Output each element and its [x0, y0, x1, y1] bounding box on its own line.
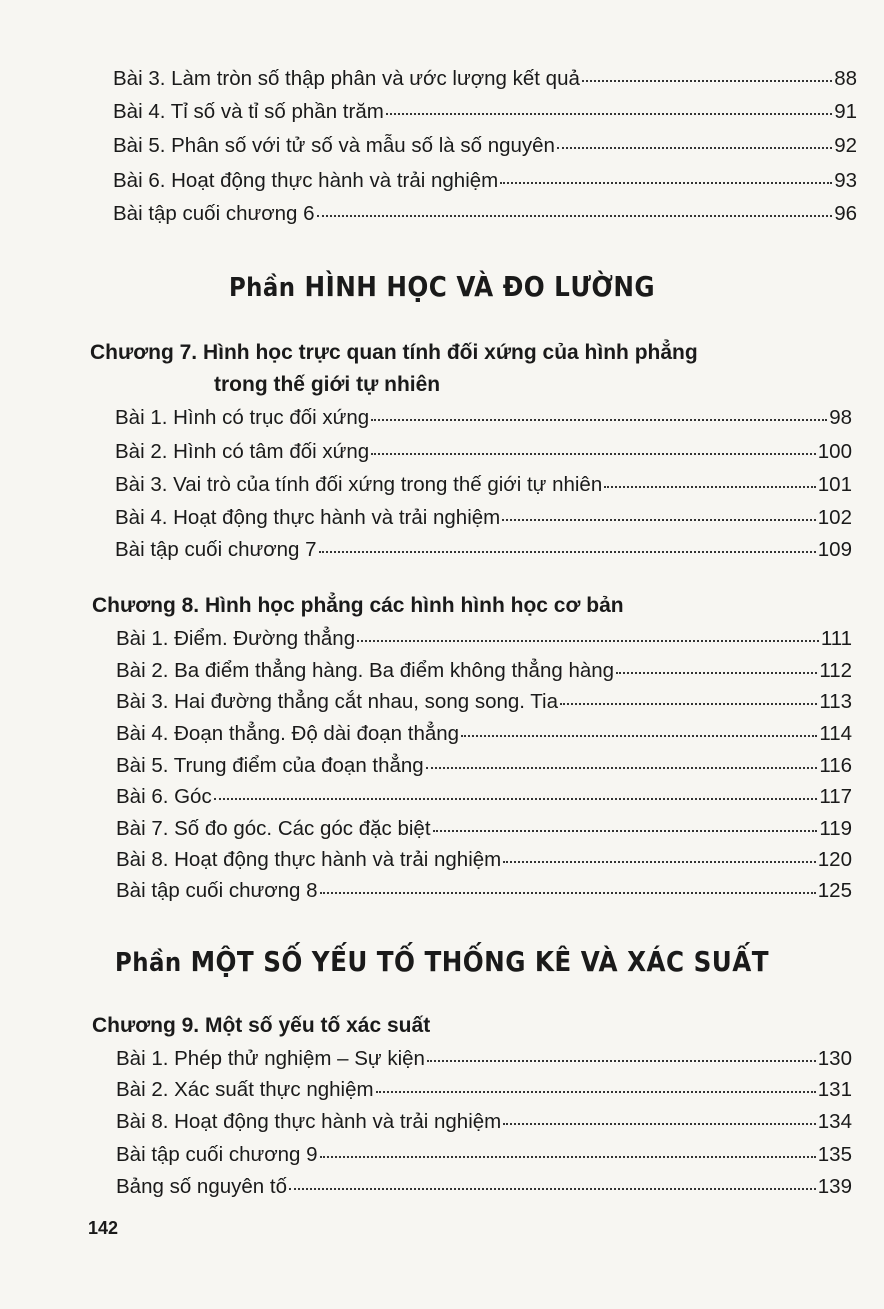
toc-entry[interactable] — [116, 814, 852, 844]
toc-entry-page: 112 — [819, 659, 852, 682]
toc-entry-label: Bài 6. Hoạt động thực hành và trải nghiệm — [113, 169, 499, 192]
toc-entry-label: Bài tập cuối chương 9 — [116, 1143, 318, 1166]
toc-entry[interactable] — [113, 131, 857, 161]
toc-entry-page: 139 — [817, 1175, 852, 1198]
leader-dots — [317, 215, 833, 217]
toc-entry[interactable] — [116, 1044, 852, 1074]
leader-dots — [500, 182, 832, 184]
toc-entry-label: Bài 3. Vai trò của tính đối xứng trong thế giới tự nhiên — [115, 473, 603, 496]
toc-entry-label: Bài 7. Số đo góc. Các góc đặc biệt — [116, 817, 431, 840]
toc-entry[interactable] — [115, 503, 852, 533]
toc-entry-label: Bài 3. Hai đường thẳng cắt nhau, song song. Tia — [116, 690, 559, 713]
leader-dots — [604, 486, 816, 488]
toc-entry[interactable] — [115, 470, 852, 500]
part-lead: Phần — [115, 948, 182, 978]
toc-entry[interactable] — [116, 876, 852, 906]
toc-entry[interactable] — [116, 1172, 852, 1202]
leader-dots — [582, 80, 832, 82]
toc-entry[interactable] — [116, 624, 852, 654]
toc-entry[interactable] — [116, 1075, 852, 1105]
chapter-title[interactable]: Chương 9. Một số yếu tố xác suất — [92, 1014, 431, 1037]
toc-entry-page: 100 — [817, 440, 852, 463]
toc-entry-label: Bài 4. Tỉ số và tỉ số phần trăm — [113, 100, 384, 123]
toc-entry[interactable] — [115, 403, 852, 433]
toc-entry-page: 111 — [820, 627, 852, 650]
part-title-geometry — [53, 270, 831, 303]
toc-entry-label: Bài 1. Hình có trục đối xứng — [115, 406, 370, 429]
toc-entry-label: Bài 6. Góc — [116, 785, 212, 808]
toc-entry[interactable] — [116, 751, 852, 781]
toc-entry[interactable] — [113, 97, 857, 127]
toc-entry-page: 88 — [834, 67, 857, 90]
leader-dots — [214, 798, 818, 800]
leader-dots — [319, 551, 816, 553]
toc-entry-page: 117 — [819, 785, 852, 808]
toc-entry-page: 101 — [817, 473, 852, 496]
toc-entry-page: 120 — [817, 848, 852, 871]
toc-entry-page: 93 — [834, 169, 857, 192]
toc-entry-page: 91 — [834, 100, 857, 123]
toc-entry-page: 135 — [817, 1143, 852, 1166]
leader-dots — [616, 672, 817, 674]
toc-entry[interactable] — [116, 719, 852, 749]
chapter-title[interactable]: Chương 7. Hình học trực quan tính đối xứng của hình phẳng — [90, 341, 698, 364]
chapter-title[interactable]: Chương 8. Hình học phẳng các hình hình học cơ bản — [92, 594, 624, 617]
leader-dots — [426, 767, 818, 769]
part-title-statistics — [53, 945, 831, 978]
toc-entry-label: Bài tập cuối chương 6 — [113, 202, 315, 225]
chapter-title-continued: trong thế giới tự nhiên — [214, 373, 441, 396]
toc-entry-label: Bài 5. Trung điểm của đoạn thẳng — [116, 754, 424, 777]
leader-dots — [289, 1188, 816, 1190]
toc-entry-label: Bài 4. Đoạn thẳng. Độ dài đoạn thẳng — [116, 722, 460, 745]
toc-entry-page: 92 — [834, 134, 857, 157]
toc-entry[interactable] — [116, 687, 852, 717]
leader-dots — [502, 519, 816, 521]
toc-entry-label: Bài 8. Hoạt động thực hành và trải nghiệm — [116, 1110, 502, 1133]
leader-dots — [560, 703, 817, 705]
leader-dots — [320, 1156, 816, 1158]
toc-entry-label: Bài 2. Ba điểm thẳng hàng. Ba điểm không thẳng hàng — [116, 659, 615, 682]
toc-entry[interactable] — [116, 845, 852, 875]
toc-entry-page: 113 — [819, 690, 852, 713]
toc-entry-page: 130 — [817, 1047, 852, 1070]
toc-entry-label: Bài tập cuối chương 7 — [115, 538, 317, 561]
part-title-text: HÌNH HỌC VÀ ĐO LƯỜNG — [304, 270, 656, 303]
part-title-text: MỘT SỐ YẾU TỐ THỐNG KÊ VÀ XÁC SUẤT — [190, 945, 769, 978]
leader-dots — [371, 419, 827, 421]
toc-entry-label: Bài 1. Phép thử nghiệm – Sự kiện — [116, 1047, 425, 1070]
leader-dots — [433, 830, 818, 832]
toc-entry-page: 134 — [817, 1110, 852, 1133]
toc-entry[interactable] — [116, 782, 852, 812]
leader-dots — [427, 1060, 816, 1062]
toc-entry-page: 114 — [819, 722, 852, 745]
toc-entry-page: 119 — [819, 817, 852, 840]
toc-entry-label: Bài 2. Hình có tâm đối xứng — [115, 440, 370, 463]
leader-dots — [503, 1123, 816, 1125]
page-number: 142 — [88, 1218, 119, 1238]
toc-entry[interactable] — [113, 64, 857, 94]
leader-dots — [557, 147, 832, 149]
toc-entry-page: 109 — [817, 538, 852, 561]
toc-entry[interactable] — [116, 1107, 852, 1137]
leader-dots — [376, 1091, 816, 1093]
toc-entry-label: Bài tập cuối chương 8 — [116, 879, 318, 902]
leader-dots — [371, 453, 816, 455]
toc-entry-page: 96 — [834, 202, 857, 225]
toc-entry-page: 125 — [817, 879, 852, 902]
toc-entry[interactable] — [113, 166, 857, 196]
toc-entry-label: Bài 2. Xác suất thực nghiệm — [116, 1078, 374, 1101]
toc-entry-label: Bài 8. Hoạt động thực hành và trải nghiệm — [116, 848, 502, 871]
toc-entry-page: 131 — [817, 1078, 852, 1101]
toc-entry-page: 98 — [829, 406, 852, 429]
toc-entry[interactable] — [113, 199, 857, 229]
toc-entry-page: 116 — [819, 754, 852, 777]
toc-entry-page: 102 — [817, 506, 852, 529]
toc-entry[interactable] — [115, 437, 852, 467]
leader-dots — [320, 892, 816, 894]
toc-entry-label: Bài 1. Điểm. Đường thẳng — [116, 627, 356, 650]
toc-entry[interactable] — [115, 535, 852, 565]
part-lead: Phần — [228, 273, 296, 303]
leader-dots — [357, 640, 819, 642]
toc-entry-label: Bảng số nguyên tố — [116, 1175, 287, 1198]
leader-dots — [386, 113, 832, 115]
leader-dots — [503, 861, 816, 863]
toc-entry-label: Bài 3. Làm tròn số thập phân và ước lượng kết quả — [113, 67, 580, 90]
leader-dots — [461, 735, 817, 737]
toc-entry[interactable] — [116, 1140, 852, 1170]
toc-entry-label: Bài 5. Phân số với tử số và mẫu số là số nguyên — [113, 134, 555, 157]
toc-entry-label: Bài 4. Hoạt động thực hành và trải nghiệm — [115, 506, 501, 529]
toc-entry[interactable] — [116, 656, 852, 686]
